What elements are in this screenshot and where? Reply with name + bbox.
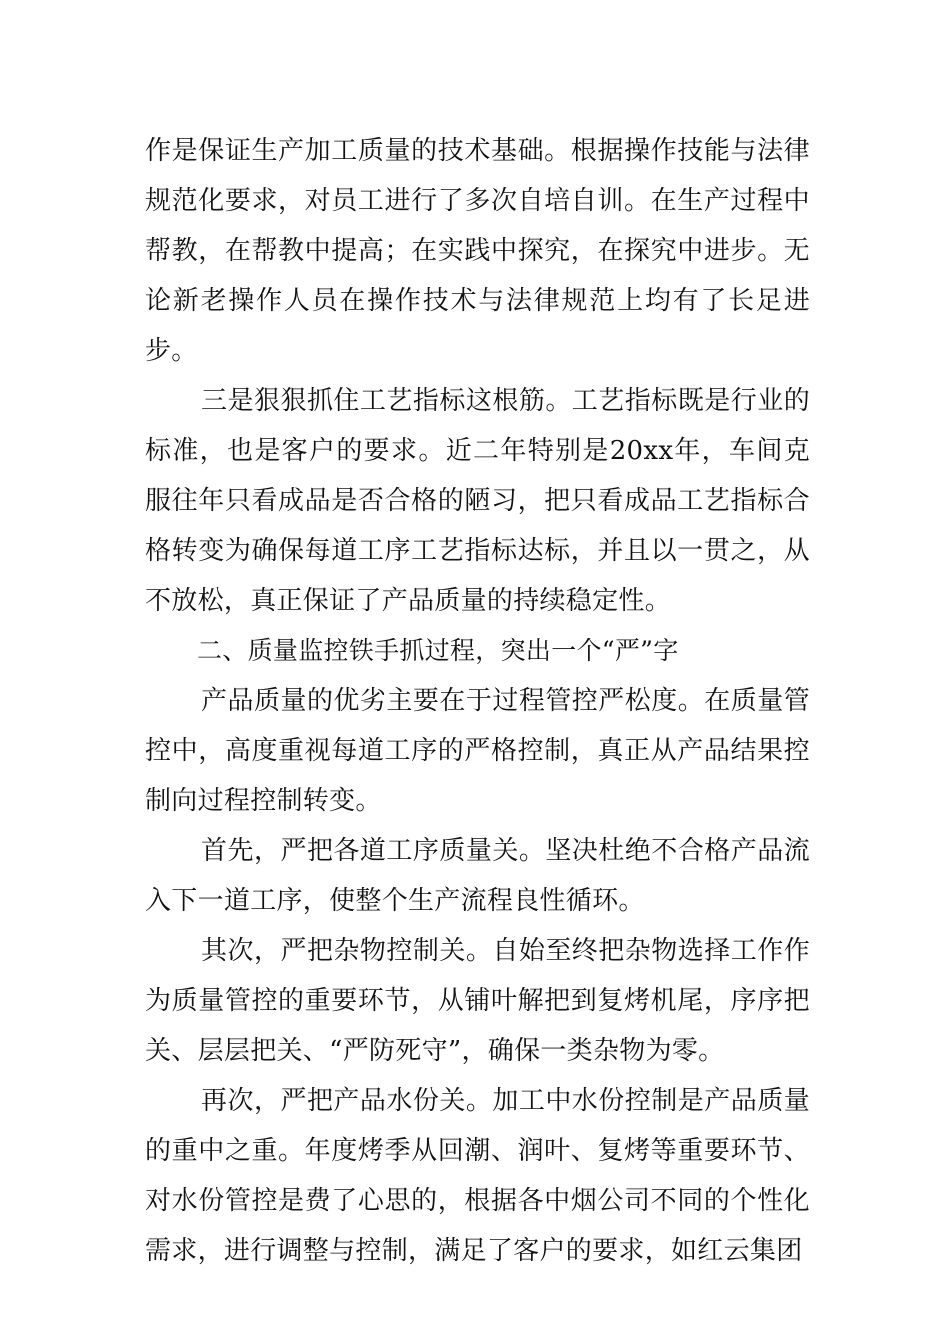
paragraph-process-indicators: 三是狠狠抓住工艺指标这根筋。工艺指标既是行业的标准，也是客户的要求。近二年特别是20xx年，车间克服往年只看成品是否合格的陋习，把只看成品工艺指标合格转变为确保每道工序工艺指标达标，并且以一贯之，从不放松，真正保证了产品质量的持续稳定性。: [145, 386, 810, 616]
paragraph-process-control: 产品质量的优劣主要在于过程管控严松度。在质量管控中，高度重视每道工序的严格控制，真正从产品结果控制向过程控制转变。: [145, 686, 810, 816]
paragraph-third-step: 再次，严把产品水份关。加工中水份控制是产品质量的重中之重。年度烤季从回潮、润叶、复烤等重要环节、对水份管控是费了心思的，根据各中烟公司不同的个性化需求，进行调整与控制，满足了客户的要求，如红云集团: [145, 1086, 810, 1266]
paragraph-first-step: 首先，严把各道工序质量关。坚决杜绝不合格产品流入下一道工序，使整个生产流程良性循环。: [145, 836, 810, 916]
section-heading-quality-monitoring: 二、质量监控铁手抓过程，突出一个“严”字: [197, 636, 679, 665]
paragraph-second-step: 其次，严把杂物控制关。自始至终把杂物选择工作作为质量管控的重要环节，从铺叶解把到复烤机尾，序序把关、层层把关、“严防死守”，确保一类杂物为零。: [145, 936, 810, 1066]
paragraph-operation-training: 作是保证生产加工质量的技术基础。根据操作技能与法律规范化要求，对员工进行了多次自培自训。在生产过程中帮教，在帮教中提高；在实践中探究，在探究中进步。无论新老操作人员在操作技术与法律规范上均有了长足进步。: [145, 136, 810, 366]
document-body: [145, 126, 810, 1276]
